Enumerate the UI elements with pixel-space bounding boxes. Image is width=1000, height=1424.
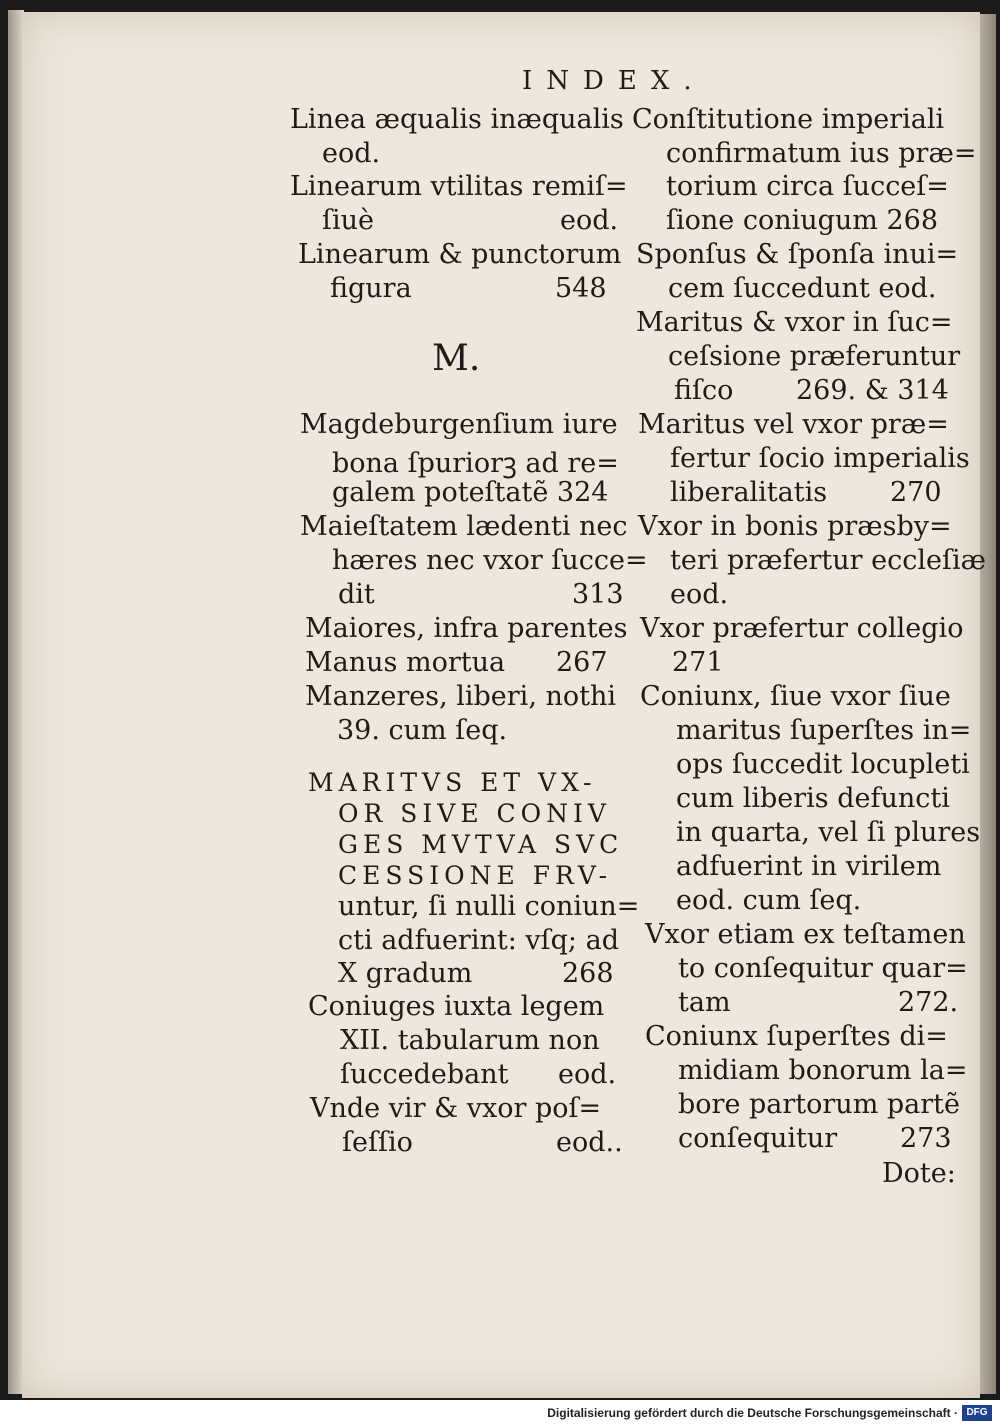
right-index-entry-line: Coniunx, ſiue vxor ſiue xyxy=(640,681,951,712)
left-index-entry-line: Linearum vtilitas remiſ= xyxy=(290,171,628,202)
right-index-entry-line: Sponſus & ſponſa inui= xyxy=(636,239,959,270)
left-index-entry-line: Maiores, infra parentes xyxy=(305,613,628,644)
right-index-entry-line: Vxor in bonis præsby= xyxy=(638,511,952,542)
left-index-entry-line: OR SIVE CONIV xyxy=(338,799,611,828)
right-index-entry-line: torium circa ſucceſ= xyxy=(666,171,949,202)
right-index-entry-line: maritus ſuperſtes in= xyxy=(676,715,972,746)
left-index-entry-line: ſuccedebant xyxy=(340,1059,509,1090)
left-index-entry-line: eod. xyxy=(322,138,381,169)
right-index-entry-line: in quarta, vel ſi plures xyxy=(676,817,981,848)
funding-credit: Digitalisierung gefördert durch die Deutsche Forschungsgemeinschaft · xyxy=(547,1406,958,1420)
right-index-entry-line: tam xyxy=(678,987,731,1018)
left-index-entry-line: bona ſpuriorꝫ ad re= xyxy=(332,448,619,479)
right-index-entry-line: 270 xyxy=(890,477,942,508)
right-index-entry-line: 269. & 314 xyxy=(796,375,949,406)
left-index-entry-line: hæres nec vxor ſucce= xyxy=(332,545,648,576)
right-index-entry-line: 271 xyxy=(672,647,724,678)
right-index-entry-line: eod. xyxy=(670,579,729,610)
right-index-entry-line: 273 xyxy=(900,1123,952,1154)
right-index-entry-line: cum liberis defuncti xyxy=(676,783,950,814)
right-index-entry-line: confirmatum ius præ= xyxy=(666,138,977,169)
right-index-entry-line: fertur ſocio imperialis xyxy=(670,443,970,474)
left-index-entry-line: 267 xyxy=(556,647,608,678)
left-index-entry-line: figura xyxy=(330,273,412,304)
left-index-entry-line: X gradum xyxy=(338,958,473,989)
left-index-entry-line: Maieſtatem lædenti nec xyxy=(300,511,628,542)
right-index-entry-line: midiam bonorum la= xyxy=(678,1055,968,1086)
left-index-entry-line: 548 xyxy=(555,273,607,304)
left-index-entry-line: untur, ſi nulli coniun= xyxy=(338,891,640,922)
left-index-entry-line: GES MVTVA SVC xyxy=(338,830,624,859)
right-index-entry-line: Maritus & vxor in ſuc= xyxy=(636,307,953,338)
left-index-entry-line: Magdeburgenſium iure xyxy=(300,409,618,440)
right-index-entry-line: adfuerint in virilem xyxy=(676,851,942,882)
left-index-entry-line: ſeſſio xyxy=(342,1127,413,1158)
digitization-footer xyxy=(0,1402,1000,1424)
right-index-entry-line: liberalitatis xyxy=(670,477,828,508)
left-index-entry-line: ſiuè xyxy=(322,205,374,236)
right-index-entry-line: Vxor præfertur collegio xyxy=(640,613,964,644)
left-index-entry-line: Manus mortua xyxy=(305,647,506,678)
right-index-entry-line: to conſequitur quar= xyxy=(678,953,968,984)
right-index-entry-line: ſione coniugum 268 xyxy=(666,205,939,236)
left-index-entry-line: CESSIONE FRV- xyxy=(338,861,613,890)
right-index-entry-line: Conſtitutione imperiali xyxy=(632,104,945,135)
left-index-entry-line: Manzeres, liberi, nothi xyxy=(305,681,617,712)
right-index-entry-line: conſequitur xyxy=(678,1123,838,1154)
left-index-entry-line: eod.. xyxy=(556,1127,623,1158)
left-index-entry-line: 313 xyxy=(572,579,624,610)
running-head: INDEX. xyxy=(522,66,706,96)
right-index-entry-line: cem ſuccedunt eod. xyxy=(668,273,937,304)
left-index-entry-line: MARITVS ET VX- xyxy=(308,768,597,797)
left-index-entry-line: M. xyxy=(432,338,481,379)
right-index-entry-line: ops ſuccedit locupleti xyxy=(676,749,970,780)
left-index-entry-line: 39. cum ſeq. xyxy=(337,715,508,746)
right-index-entry-line: 272. xyxy=(898,987,959,1018)
dfg-logo: DFG xyxy=(962,1405,992,1421)
left-index-entry-line: Linearum & punctorum xyxy=(298,239,622,270)
left-index-entry-line: galem poteſtatẽ 324 xyxy=(332,477,609,508)
left-index-entry-line: Coniuges iuxta legem xyxy=(308,991,605,1022)
left-index-entry-line: 268 xyxy=(562,958,614,989)
right-index-entry-line: eod. cum ſeq. xyxy=(676,885,862,916)
left-index-entry-line: dit xyxy=(338,579,375,610)
left-index-entry-line: cti adfuerint: vſq; ad xyxy=(338,925,619,956)
left-index-entry-line: Vnde vir & vxor poſ= xyxy=(310,1093,602,1124)
right-index-entry-line: teri præfertur eccleſiæ xyxy=(670,545,986,576)
left-index-entry-line: eod. xyxy=(558,1059,617,1090)
right-index-entry-line: Dote: xyxy=(882,1158,956,1189)
right-index-entry-line: Vxor etiam ex teſtamen xyxy=(645,919,966,950)
right-index-entry-line: bore partorum partẽ xyxy=(678,1089,960,1120)
right-index-entry-line: Coniunx ſuperſtes di= xyxy=(645,1021,948,1052)
right-index-entry-line: Maritus vel vxor præ= xyxy=(638,409,949,440)
right-index-entry-line: ceſsione præferuntur xyxy=(668,341,961,372)
left-index-entry-line: XII. tabularum non xyxy=(340,1025,600,1056)
left-index-entry-line: eod. xyxy=(560,205,619,236)
right-index-entry-line: fiſco xyxy=(674,375,734,406)
left-index-entry-line: Linea æqualis inæqualis xyxy=(290,104,624,135)
